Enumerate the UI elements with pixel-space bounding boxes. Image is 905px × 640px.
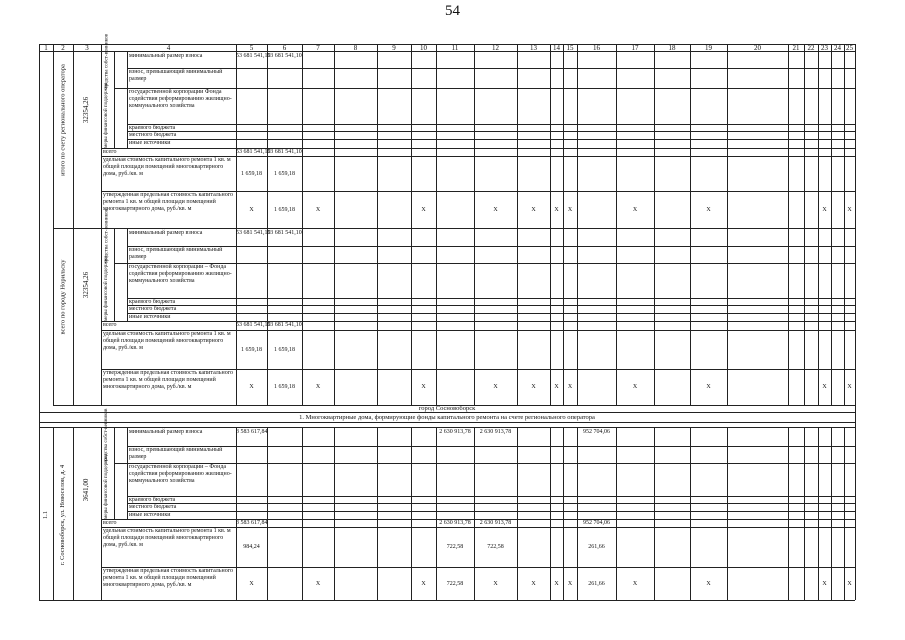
- row-line: [127, 139, 855, 140]
- row-label: государственной корпорации Фонда содействия реформированию жилищно-коммунального хозяйства: [129, 89, 232, 109]
- column-line: [804, 228, 805, 405]
- house-area: 3641,00: [82, 478, 90, 502]
- support-label: меры финансовой поддержки: [103, 453, 109, 519]
- column-number: 23: [821, 43, 828, 52]
- total-value: 53 681 541,10: [236, 148, 271, 155]
- column-line: [855, 44, 856, 228]
- max-cost-value: X: [531, 206, 536, 213]
- house-address: г. Сосновоборск, ул. Новоселов, д. 4: [59, 464, 66, 566]
- unit-cost-value: 1 659,18: [241, 170, 262, 177]
- unit-cost-value: 722,58: [487, 544, 504, 550]
- max-cost-value: X: [249, 384, 254, 390]
- column-line: [844, 228, 845, 405]
- column-number: 6: [282, 43, 287, 52]
- max-cost-value: X: [554, 206, 559, 213]
- column-line: [236, 427, 237, 600]
- max-cost-value: X: [421, 580, 426, 587]
- total-value: 53 681 541,10: [236, 321, 271, 328]
- column-line: [53, 427, 54, 600]
- max-cost-value: X: [567, 580, 573, 587]
- max-cost-value: X: [531, 580, 536, 587]
- row-line: [39, 422, 855, 423]
- house-number: 1.1: [42, 510, 49, 520]
- column-line: [855, 427, 856, 600]
- city-title: город Сосновоборск: [418, 405, 476, 412]
- row-label: краевого бюджета: [129, 124, 176, 131]
- row-label: удельная стоимость капитального ремонта 1 кв. м общей площади помещений многоквартирного дома, руб./кв. м: [103, 331, 231, 351]
- max-cost-value: X: [822, 206, 827, 213]
- column-line: [411, 44, 412, 228]
- column-line: [831, 228, 832, 405]
- row-label: минимальный размер взноса: [129, 53, 203, 59]
- column-number: 15: [566, 43, 574, 52]
- column-line: [436, 44, 437, 228]
- column-number: 9: [392, 43, 396, 52]
- group-line: [127, 228, 128, 321]
- column-line: [377, 44, 378, 228]
- column-line: [788, 228, 789, 405]
- column-line: [690, 44, 691, 228]
- column-line: [563, 44, 564, 228]
- column-line: [474, 427, 475, 600]
- column-line: [844, 44, 845, 228]
- column-line: [654, 228, 655, 405]
- max-cost-value: X: [706, 384, 711, 390]
- column-line: [39, 228, 40, 405]
- row-line: [101, 321, 855, 322]
- min-contribution-value: 952 704,06: [583, 429, 610, 435]
- min-contribution-value: 2 630 913,78: [479, 429, 512, 435]
- max-cost-value: X: [249, 206, 254, 213]
- column-line: [831, 44, 832, 228]
- column-line: [73, 44, 74, 228]
- column-line: [690, 427, 691, 600]
- section-title: 1. Многоквартирные дома, формирующие фонды капитального ремонта на счете регионального оператора: [299, 414, 595, 421]
- max-cost-value: X: [315, 580, 321, 587]
- column-line: [436, 228, 437, 405]
- group-line: [127, 427, 128, 519]
- row-line: [127, 246, 855, 247]
- column-line: [436, 427, 437, 600]
- column-line: [831, 427, 832, 600]
- row-label: краевого бюджета: [129, 496, 176, 503]
- column-number: 5: [249, 43, 254, 52]
- max-cost-value: X: [493, 580, 498, 587]
- column-line: [334, 44, 335, 228]
- column-line: [334, 427, 335, 600]
- column-line: [474, 228, 475, 405]
- unit-cost-value: 261,66: [588, 544, 605, 550]
- support-label: меры финансовой поддержки: [103, 255, 109, 321]
- max-cost-value: X: [706, 206, 711, 213]
- max-cost-value: X: [632, 206, 638, 213]
- column-line: [550, 44, 551, 228]
- unit-cost-value: 1 659,18: [241, 346, 262, 353]
- group-line: [114, 51, 115, 148]
- block-border: [53, 228, 855, 229]
- group-line: [127, 51, 128, 148]
- total-value: 3 583 617,84: [236, 519, 268, 526]
- row-label: взнос, превышающий минимальный размер: [129, 247, 223, 260]
- row-label: иные источники: [129, 313, 171, 320]
- max-cost-value: 261,66: [588, 580, 605, 587]
- max-cost-value: X: [421, 206, 426, 213]
- row-label: утвержденная предельная стоимость капитального ремонта 1 кв. м общей площади помещений многоквартирного дома, руб./кв. м: [103, 192, 234, 212]
- column-line: [577, 427, 578, 600]
- total-value: 952 704,06: [583, 519, 610, 526]
- total-value: 53 681 541,10: [267, 148, 302, 155]
- row-line: [127, 313, 855, 314]
- row-label: краевого бюджета: [129, 298, 176, 305]
- column-line: [788, 44, 789, 228]
- max-cost-value: 722,58: [446, 580, 464, 587]
- column-line: [654, 44, 655, 228]
- column-number: 7: [316, 43, 320, 52]
- row-label: утвержденная предельная стоимость капитального ремонта 1 кв. м общей площади помещений многоквартирного дома, руб./кв. м: [103, 568, 234, 588]
- support-label: меры финансовой поддержки: [103, 82, 109, 148]
- max-cost-value: X: [315, 384, 321, 390]
- min-contribution-value: 3 583 617,84: [236, 429, 268, 435]
- row-label: удельная стоимость капитального ремонта 1 кв. м общей площади помещений многоквартирного дома, руб./кв. м: [103, 528, 231, 548]
- unit-cost-value: 1 659,18: [274, 170, 295, 177]
- min-contribution-value: 53 681 541,10: [236, 53, 271, 59]
- column-number: 18: [668, 43, 676, 52]
- column-line: [577, 228, 578, 405]
- min-contribution-value: 2 630 913,78: [439, 429, 471, 435]
- data-table: [39, 33, 855, 604]
- column-line: [818, 427, 819, 600]
- min-contribution-value: 53 681 541,10: [267, 53, 302, 59]
- max-cost-value: X: [822, 580, 827, 587]
- column-number: 12: [492, 43, 499, 52]
- column-line: [550, 427, 551, 600]
- row-label: минимальный размер взноса: [129, 429, 203, 435]
- own-funds-label: средства собст-венников: [103, 33, 109, 88]
- max-cost-value: X: [493, 384, 498, 390]
- column-line: [818, 44, 819, 228]
- column-number: 3: [85, 43, 89, 52]
- column-line: [53, 44, 54, 228]
- row-label: иные источники: [129, 139, 171, 146]
- column-line: [302, 44, 303, 228]
- column-line: [788, 427, 789, 600]
- block-vertical-label: всего по городу Норильску: [59, 259, 66, 334]
- column-line: [334, 228, 335, 405]
- column-number: 21: [792, 43, 800, 52]
- row-label: всего: [103, 519, 117, 526]
- column-line: [517, 427, 518, 600]
- column-line: [73, 228, 74, 405]
- row-line: [127, 131, 855, 132]
- column-line: [411, 427, 412, 600]
- column-number: 22: [807, 43, 815, 52]
- column-number: 11: [451, 43, 459, 52]
- row-label: удельная стоимость капитального ремонта 1 кв. м общей площади помещений многоквартирного дома, руб./кв. м: [103, 157, 231, 177]
- column-line: [616, 44, 617, 228]
- column-line: [804, 44, 805, 228]
- row-label: государственной корпорации – Фонда содействия реформированию жилищно-коммунального хозяйства: [129, 264, 232, 284]
- column-line: [101, 427, 102, 600]
- total-value: 2 630 913,78: [439, 519, 471, 526]
- column-line: [818, 228, 819, 405]
- max-cost-value: X: [249, 580, 254, 587]
- row-line: [127, 124, 855, 125]
- own-funds-label: средства собст-венников: [103, 208, 109, 263]
- max-cost-value: X: [847, 206, 852, 213]
- column-number: 25: [846, 43, 853, 52]
- block-area: 32354,26: [82, 96, 90, 123]
- column-number: 1: [44, 43, 48, 52]
- column-line: [267, 228, 268, 405]
- total-value: 2 630 913,78: [479, 519, 512, 526]
- column-number: 14: [553, 43, 560, 52]
- column-line: [616, 228, 617, 405]
- row-line: [127, 446, 855, 447]
- row-label: всего: [103, 148, 117, 155]
- block-vertical-label: итого по счету регионального оператора: [59, 63, 66, 176]
- max-cost-value: X: [421, 384, 426, 390]
- column-line: [727, 228, 728, 405]
- column-line: [377, 427, 378, 600]
- row-label: государственной корпорации – Фонда содействия реформированию жилищно-коммунального хозяйства: [129, 464, 232, 484]
- column-line: [267, 44, 268, 228]
- unit-cost-value: 984,24: [243, 544, 260, 550]
- group-line: [114, 228, 115, 321]
- table-bottom-border: [39, 600, 855, 601]
- min-contribution-value: 53 681 541,10: [267, 230, 302, 236]
- column-line: [101, 44, 102, 228]
- column-line: [727, 44, 728, 228]
- max-cost-value: X: [554, 580, 559, 587]
- column-number: 16: [593, 43, 600, 52]
- column-line: [616, 427, 617, 600]
- total-value: 53 681 541,10: [267, 321, 302, 328]
- max-cost-value: X: [493, 206, 498, 213]
- column-line: [727, 427, 728, 600]
- column-number: 17: [631, 43, 639, 52]
- column-number: 4: [166, 43, 171, 52]
- max-cost-value: X: [567, 384, 573, 390]
- row-label: минимальный размер взноса: [129, 230, 203, 236]
- column-number: 24: [834, 43, 841, 52]
- row-label: местного бюджета: [129, 503, 177, 510]
- column-line: [577, 44, 578, 228]
- column-number: 19: [705, 43, 712, 52]
- block-area: 32354,26: [82, 271, 90, 298]
- own-funds-label: средства собст-венников: [103, 408, 109, 463]
- row-line: [127, 298, 855, 299]
- row-line: [127, 68, 855, 69]
- column-line: [844, 427, 845, 600]
- row-label: иные источники: [129, 511, 171, 518]
- row-label: местного бюджета: [129, 305, 177, 312]
- column-line: [39, 44, 40, 228]
- column-line: [654, 427, 655, 600]
- column-line: [690, 228, 691, 405]
- column-number: 10: [420, 43, 427, 52]
- column-line: [39, 405, 40, 600]
- row-line: [101, 148, 855, 149]
- row-label: взнос, превышающий минимальный размер: [129, 69, 223, 82]
- column-line: [101, 228, 102, 405]
- group-line: [114, 427, 115, 519]
- column-line: [236, 228, 237, 405]
- column-line: [550, 228, 551, 405]
- max-cost-value: X: [632, 580, 638, 587]
- max-cost-value: X: [531, 384, 536, 390]
- row-label: взнос, превышающий минимальный размер: [129, 447, 223, 460]
- row-label: местного бюджета: [129, 131, 177, 138]
- column-line: [563, 228, 564, 405]
- max-cost-value: X: [822, 384, 827, 390]
- min-contribution-value: 53 681 541,10: [236, 230, 271, 236]
- max-cost-value: X: [554, 384, 559, 390]
- column-number: 8: [353, 43, 358, 52]
- max-cost-value: X: [706, 580, 711, 587]
- column-line: [804, 427, 805, 600]
- column-line: [73, 427, 74, 600]
- unit-cost-value: 1 659,18: [274, 346, 295, 353]
- max-cost-value: 1 659,18: [274, 384, 295, 390]
- column-line: [302, 228, 303, 405]
- max-cost-value: X: [847, 384, 852, 390]
- column-line: [377, 228, 378, 405]
- column-number: 20: [754, 43, 761, 52]
- row-line: [127, 511, 855, 512]
- column-line: [53, 228, 54, 405]
- column-line: [517, 44, 518, 228]
- column-line: [517, 228, 518, 405]
- column-line: [855, 228, 856, 405]
- max-cost-value: X: [567, 206, 573, 213]
- row-line: [39, 427, 855, 428]
- max-cost-value: X: [632, 384, 638, 390]
- column-line: [474, 44, 475, 228]
- column-line: [302, 427, 303, 600]
- page-number: 54: [445, 3, 460, 19]
- column-number: 13: [530, 43, 537, 52]
- row-line: [127, 503, 855, 504]
- unit-cost-value: 722,58: [446, 544, 464, 550]
- row-line: [127, 305, 855, 306]
- column-line: [563, 427, 564, 600]
- column-number: 2: [61, 43, 65, 52]
- max-cost-value: X: [315, 206, 321, 213]
- column-line: [411, 228, 412, 405]
- max-cost-value: 1 659,18: [274, 206, 295, 213]
- row-label: всего: [103, 321, 117, 328]
- row-label: утвержденная предельная стоимость капитального ремонта 1 кв. м общей площади помещений многоквартирного дома, руб./кв. м: [103, 370, 234, 390]
- row-line: [127, 496, 855, 497]
- column-line: [236, 44, 237, 228]
- column-line: [267, 427, 268, 600]
- max-cost-value: X: [847, 580, 852, 587]
